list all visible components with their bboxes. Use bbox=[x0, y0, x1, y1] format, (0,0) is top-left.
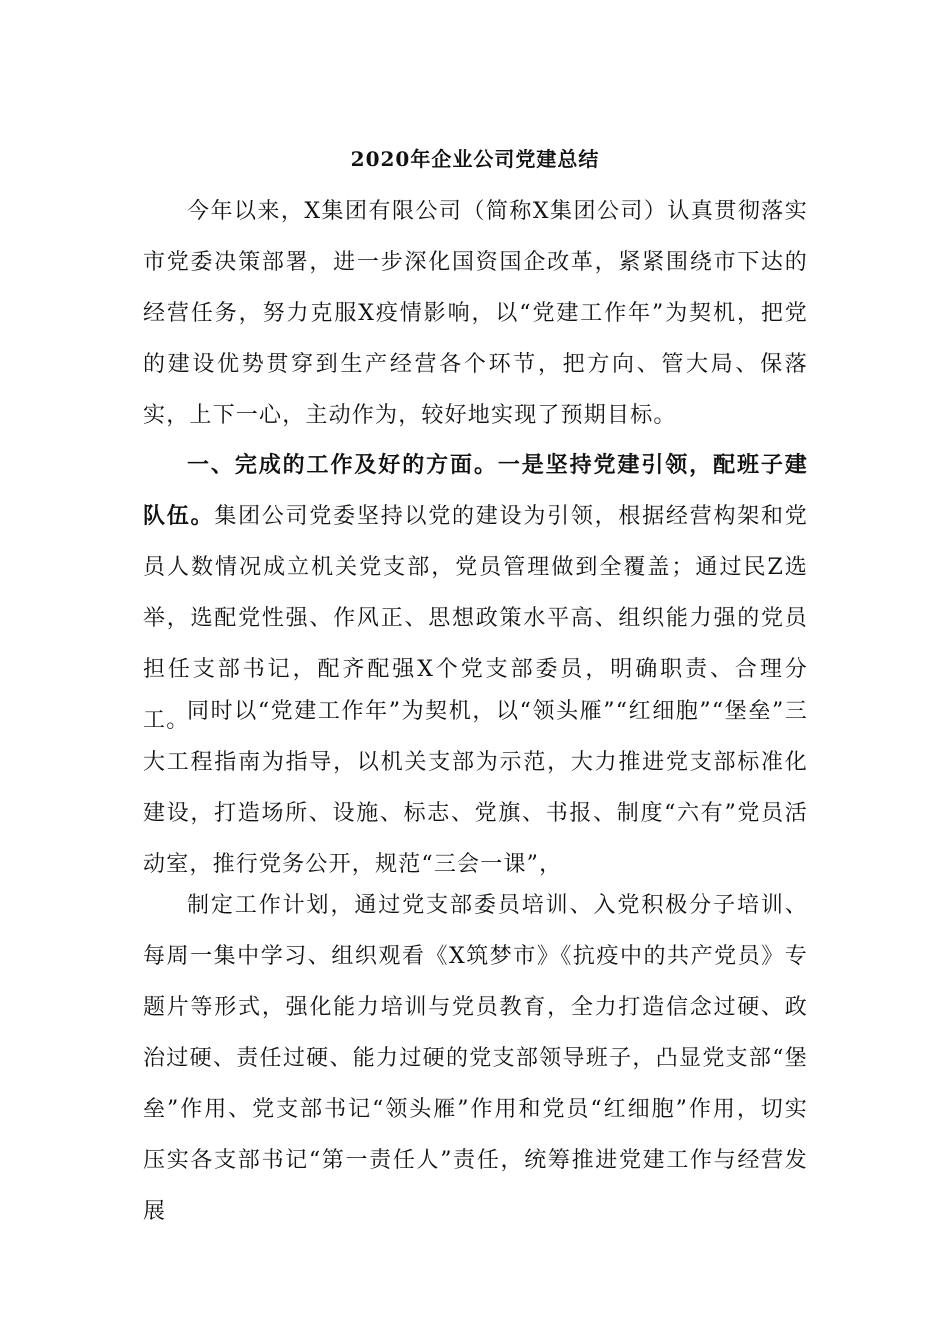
section-one-heading: 一、完成的工作及好的方面。一是坚持党建引领，配班子建队伍。 bbox=[143, 452, 808, 529]
paragraph-training-text: 制定工作计划，通过党支部委员培训、入党积极分子培训、每周一集中学习、组织观看《X筑梦市》《抗疫中的共产党员》专题片等形式，强化能力培训与党员教育，全力打造信念过硬、政治过硬、责任过硬、能力过硬的党支部领导班子，凸显党支部“堡垒”作用、党支部书记“领头雁”作用和党员“红细胞”作用，切实压实各支部书记“第一责任人”责任，统筹推进党建工作与经营发展 bbox=[143, 893, 808, 1224]
paragraph-training bbox=[143, 880, 808, 1237]
section-one-text: 集团公司党委坚持以党的建设为引领，根据经营构架和党员人数情况成立机关党支部，党员管理做到全覆盖；通过民Z选举，选配党性强、作风正、思想政策水平高、组织能力强的党员担任支部书记，配齐配强X个党支部委员，明确职责、合理分工。 bbox=[143, 504, 808, 733]
paragraph-intro-text: 今年以来，X集团有限公司（简称X集团公司）认真贯彻落实市党委决策部署，进一步深化国资国企改革，紧紧围绕市下达的经营任务，努力克服X疫情影响，以“党建工作年”为契机，把党的建设优势贯穿到生产经营各个环节，把方向、管大局、保落实，上下一心，主动作为，较好地实现了预期目标。 bbox=[143, 199, 808, 428]
paragraph-standardization bbox=[143, 686, 808, 890]
document-title: 2020年企业公司党建总结 bbox=[350, 147, 600, 171]
paragraph-standardization-text: 同时以“党建工作年”为契机，以“领头雁”“红细胞”“堡垒”三大工程指南为指导，以机关支部为示范，大力推进党支部标准化建设，打造场所、设施、标志、党旗、书报、制度“六有”党员活动室，推行党务公开，规范“三会一课”， bbox=[143, 699, 808, 877]
paragraph-intro bbox=[143, 186, 808, 441]
